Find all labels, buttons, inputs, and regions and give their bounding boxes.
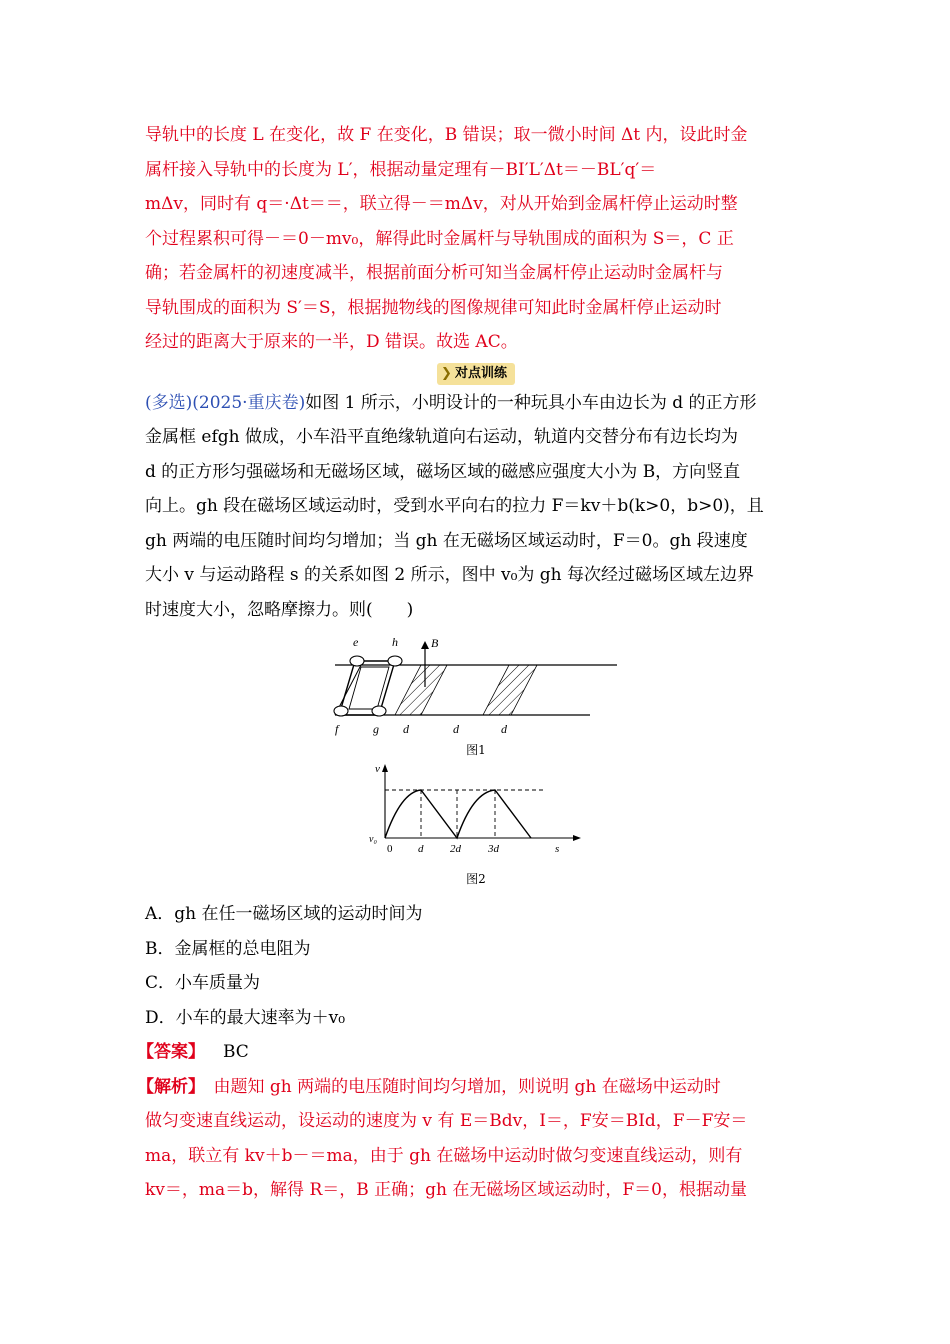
question-line: 金属框 efgh 做成，小车沿平直绝缘轨道向右运动，轨道内交替分布有边长均为 [145,427,738,447]
label-b: B [431,636,439,650]
analysis-line: kv＝，ma＝b，解得 R＝，B 正确；gh 在无磁场区域运动时，F＝0，根据动量 [145,1180,747,1200]
figure-2-caption: 图2 [466,872,486,886]
car-frame [339,661,395,715]
wheel-e [350,656,364,666]
label-h: h [392,635,398,649]
question-stem [145,386,807,628]
figure-2-graph [365,762,585,870]
section-banner-label: 对点训练 [454,365,507,381]
label-s: s [555,843,560,855]
previous-explanation [145,118,807,360]
figure-1-diagram [325,631,625,741]
question-line: gh 两端的电压随时间均匀增加；当 gh 在无磁场区域运动时，F＝0。gh 段速度 [145,530,748,551]
wheel-f [334,706,348,716]
option-a: A．gh 在任一磁场区域的运动时间为 [145,904,423,924]
analysis-label: 【解析】 [137,1076,197,1097]
question-line: d 的正方形匀强磁场和无磁场区域，磁场区域的磁感应强度大小为 B，方向竖直 [145,461,741,482]
label-d: d [501,722,507,736]
label-e: e [353,635,359,649]
answer-value: BC [223,1042,249,1062]
answer-label: 【答案】 [137,1042,205,1062]
option-c: C．小车质量为 [145,973,261,993]
figure-2 [145,762,807,887]
explanation-line: 属杆接入导轨中的长度为 L′，根据动量定理有－BI′L′Δt＝－BL′q′＝ [145,159,657,180]
explanation-line: mΔv，同时有 q＝·Δt＝＝，联立得－＝mΔv，对从开始到金属杆停止运动时整 [145,194,738,214]
analysis [137,1070,807,1208]
label-f: f [335,722,339,736]
label-3d: 3d [488,843,499,855]
question-line: 大小 v 与运动路程 s 的关系如图 2 所示，图中 v₀为 gh 每次经过磁场区域左边界 [145,565,755,585]
section-banner [437,363,515,385]
question-line: 时速度大小，忽略摩擦力。则( ) [145,599,414,620]
analysis-line: ma，联立有 kv＋b－＝ma，由于 gh 在磁场中运动时做匀变速直线运动，则有 [145,1145,743,1166]
label-v: v [375,763,380,775]
label-d: d [403,722,409,736]
wheel-g [372,706,386,716]
chevron-right-icon: ❯ [441,365,452,381]
option-d: D．小车的最大速率为＋v₀ [145,1007,346,1028]
question-line: 向上。gh 段在磁场区域运动时，受到水平向右的拉力 F＝kv＋b(k>0，b>0)，且 [145,496,764,516]
label-v0: v₀ [369,834,377,845]
wheel-h [388,656,402,666]
explanation-line: 导轨中的长度 L 在变化，故 F 在变化，B 错误；取一微小时间 Δt 内，设此时金 [145,125,748,145]
explanation-line: 经过的距离大于原来的一半，D 错误。故选 AC。 [145,332,518,352]
explanation-line: 确；若金属杆的初速度减半，根据前面分析可知当金属杆停止运动时金属杆与 [145,263,723,283]
options-list [145,897,807,1035]
arrow-head-icon [421,641,429,649]
explanation-line: 个过程累积可得－＝0－mv₀，解得此时金属杆与导轨围成的面积为 S＝，C 正 [145,228,734,249]
label-g: g [373,722,379,736]
section-banner-wrap [145,362,807,386]
analysis-line: 【解析】 由题知 gh 两端的电压随时间均匀增加，则说明 gh 在磁场中运动时 [137,1076,721,1097]
label-d: d [418,843,424,855]
question-tag: (多选)(2025·重庆卷) [145,392,306,413]
speed-curve [385,790,531,838]
figure-1 [145,631,807,758]
magnetic-region [395,665,447,715]
explanation-line: 导轨围成的面积为 S′＝S，根据抛物线的图像规律可知此时金属杆停止运动时 [145,297,722,318]
magnetic-region [483,665,537,715]
option-b: B．金属框的总电阻为 [145,938,311,959]
figure-1-caption: 图1 [466,743,486,757]
analysis-line: 做匀变速直线运动，设运动的速度为 v 有 E＝Bdv，I＝，F安＝BId，F－F安＝ [145,1111,748,1131]
label-origin: 0 [387,843,393,855]
label-d: d [453,722,459,736]
question-line: (多选)(2025·重庆卷)如图 1 所示，小明设计的一种玩具小车由边长为 d 的正方形 [145,392,757,413]
answer-row [137,1035,807,1070]
document-page [137,118,807,1208]
label-2d: 2d [450,843,461,855]
